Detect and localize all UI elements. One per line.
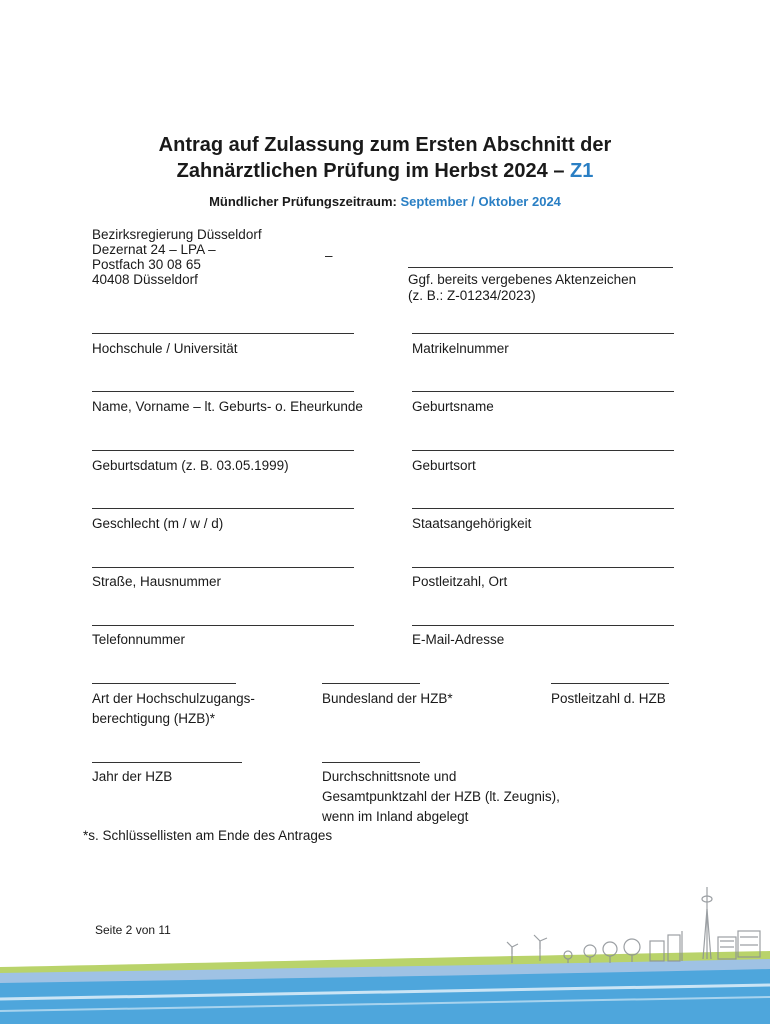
address-line-3: Postfach 30 08 65 xyxy=(92,257,201,272)
telefon-input-line[interactable] xyxy=(92,625,354,626)
form-title-line2 xyxy=(0,158,770,184)
page-number: Seite 2 von 11 xyxy=(95,923,171,937)
hzb-art-label-2: berechtigung (HZB)* xyxy=(92,711,216,726)
strasse-label: Straße, Hausnummer xyxy=(92,574,222,589)
matrikel-label: Matrikelnummer xyxy=(412,341,509,356)
geburtsname-label: Geburtsname xyxy=(412,399,494,414)
staatsangehoerigkeit-label: Staatsangehörigkeit xyxy=(412,516,532,531)
hzb-art-label-1: Art der Hochschulzugangs- xyxy=(92,691,255,706)
hzb-land-label: Bundesland der HZB* xyxy=(322,691,453,706)
address-line-1: Bezirksregierung Düsseldorf xyxy=(92,227,262,242)
aktenzeichen-input-line[interactable] xyxy=(408,267,673,268)
plz-ort-input-line[interactable] xyxy=(412,567,674,568)
email-label: E-Mail-Adresse xyxy=(412,632,505,647)
address-line-4: 40408 Düsseldorf xyxy=(92,272,198,287)
hochschule-input-line[interactable] xyxy=(92,333,354,334)
exam-period-label: Mündlicher Prüfungszeitraum: xyxy=(209,194,401,209)
footnote: *s. Schlüssellisten am Ende des Antrages xyxy=(83,828,333,843)
note-input-line[interactable] xyxy=(322,762,420,763)
geburtsdatum-label: Geburtsdatum (z. B. 03.05.1999) xyxy=(92,458,289,473)
note-label-3: wenn im Inland abgelegt xyxy=(322,809,469,824)
hzb-plz-input-line[interactable] xyxy=(551,683,669,684)
form-code: Z1 xyxy=(570,160,594,182)
form-title-text: Zahnärztlichen Prüfung im Herbst 2024 – xyxy=(176,160,571,182)
geburtsort-label: Geburtsort xyxy=(412,458,476,473)
city-skyline-illustration xyxy=(0,875,770,1024)
hzb-land-input-line[interactable] xyxy=(322,683,420,684)
staatsangehoerigkeit-input-line[interactable] xyxy=(412,508,674,509)
aktenzeichen-example: (z. B.: Z-01234/2023) xyxy=(408,288,536,303)
hzb-art-input-line[interactable] xyxy=(92,683,236,684)
hochschule-label: Hochschule / Universität xyxy=(92,341,238,356)
email-input-line[interactable] xyxy=(412,625,674,626)
geschlecht-label: Geschlecht (m / w / d) xyxy=(92,516,224,531)
dash-mark: – xyxy=(325,248,333,263)
matrikel-input-line[interactable] xyxy=(412,333,674,334)
name-input-line[interactable] xyxy=(92,391,354,392)
note-label-1: Durchschnittsnote und xyxy=(322,769,457,784)
geburtsdatum-input-line[interactable] xyxy=(92,450,354,451)
hzb-jahr-label: Jahr der HZB xyxy=(92,769,173,784)
exam-period xyxy=(0,194,770,209)
geschlecht-input-line[interactable] xyxy=(92,508,354,509)
hzb-plz-label: Postleitzahl d. HZB xyxy=(551,691,666,706)
name-label: Name, Vorname – lt. Geburts- o. Eheurkunde xyxy=(92,399,363,414)
strasse-input-line[interactable] xyxy=(92,567,354,568)
plz-ort-label: Postleitzahl, Ort xyxy=(412,574,508,589)
aktenzeichen-label: Ggf. bereits vergebenes Aktenzeichen xyxy=(408,272,637,287)
geburtsname-input-line[interactable] xyxy=(412,391,674,392)
telefon-label: Telefonnummer xyxy=(92,632,186,647)
form-title-line1: Antrag auf Zulassung zum Ersten Abschnitt der xyxy=(158,134,612,156)
note-label-2: Gesamtpunktzahl der HZB (lt. Zeugnis), xyxy=(322,789,560,804)
address-line-2: Dezernat 24 – LPA – xyxy=(92,242,216,257)
exam-period-value: September / Oktober 2024 xyxy=(400,194,561,209)
hzb-jahr-input-line[interactable] xyxy=(92,762,242,763)
geburtsort-input-line[interactable] xyxy=(412,450,674,451)
